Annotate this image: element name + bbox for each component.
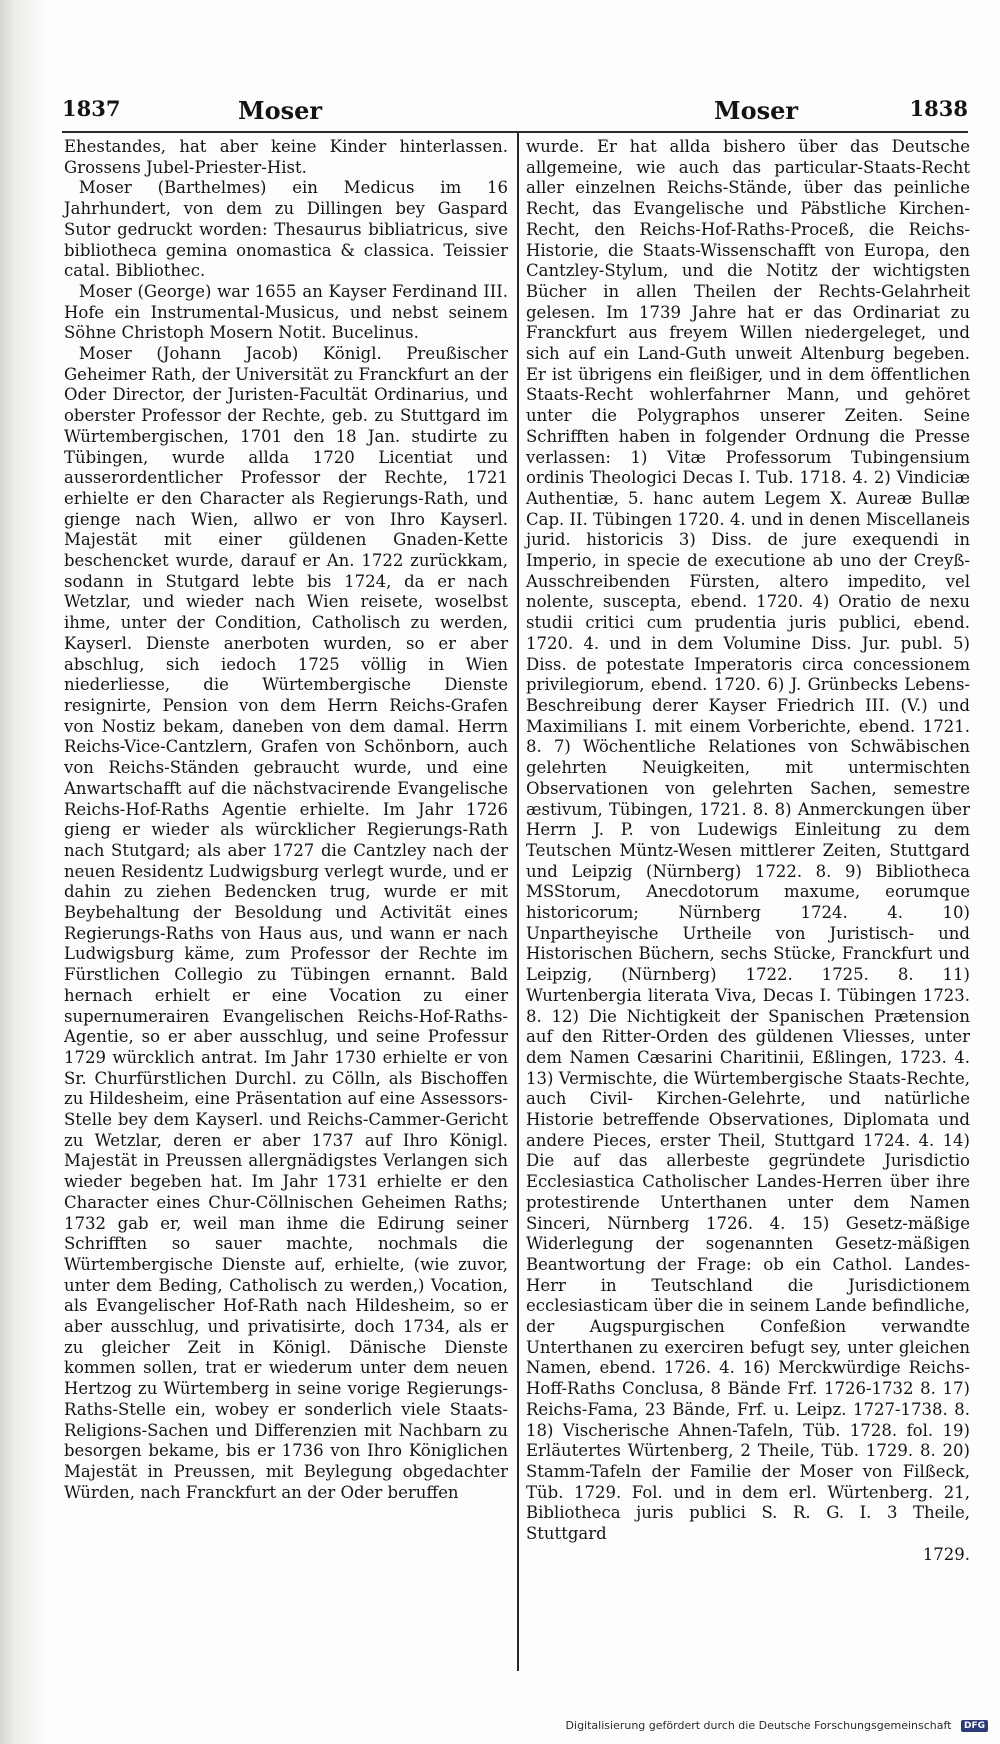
- entry-continuation: Ehestandes, hat aber keine Kinder hinterlassen. Grossens Jubel-Priester-Hist.: [64, 137, 508, 177]
- right-running-headword: Moser: [714, 96, 798, 125]
- header-rule: [62, 131, 968, 133]
- entry-moser-johann-jacob-continued: wurde. Er hat allda bishero über das Deutsche allgemeine, wie auch das particular-Staats-Recht aller einzelnen Reichs-Stände, über das peinliche Recht, das Evangelische und Päbstliche Kirchen-Recht, den Reichs-Hof-Raths-Proceß, die Reichs-Historie, die Staats-Wissenschafft von Europa, den Cantzley-Stylum, und die Notitz der wichtigsten Bücher in allen Theilen der Rechts-Gelahrheit gelesen. Im 1739 Jahre hat er das Ordinariat zu Franckfurt aus freyem Willen niedergeleget, und sich auf ein Land-Guth unweit Altenburg begeben. Er ist übrigens ein fleißiger, und in dem öffentlichen Staats-Recht wohlerfahrner Mann, und gehöret unter die Polygraphos unserer Zeiten. Seine Schrifften haben in folgender Ordnung die Presse verlassen: 1) Vitæ Professorum Tubingensium ordinis Theologici Decas I. Tub. 1718. 4. 2) Vindiciæ Authentiæ, 5. hanc autem Legem X. Aureæ Bullæ Cap. II. Tübingen 1720. 4. und in denen Miscellaneis jurid. historicis 3) Diss. de jure exequendi in Imperio, in specie de executione ab uno der Creyß-Ausschreibenden Fürsten, altero impedito, vel nolente, suscepta, ebend. 1720. 4) Oratio de nexu studii critici cum prudentia juris publici, ebend. 1720. 4. und in dem Volumine Diss. Jur. publ. 5) Diss. de potestate Imperatoris circa concessionem privilegiorum, ebend. 1720. 6) J. Grünbecks Lebens-Beschreibung derer Kayser Friedrich III. (V.) und Maximilians I. mit einem Vorberichte, ebend. 1721. 8. 7) Wöchentliche Relationes von Schwäbischen gelehrten Neuigkeiten, mit untermischten Observationen von gelehrten Sachen, semestre æstivum, Tübingen, 1721. 8. 8) Anmerckungen über Herrn J. P. von Ludewigs Einleitung zu dem Teutschen Müntz-Wesen mittlerer Zeiten, Stuttgard und Leipzig (Nürnberg) 1722. 8. 9) Bibliotheca MSStorum, Anecdotorum maxume, eorumque historicorum; Nürnberg 1724. 4. 10) Unpartheyische Urtheile von Juristisch- und Historischen Büchern, sechs Stücke, Franckfurt und Leipzig, (Nürnberg) 1722. 1725. 8. 11) Wurtenbergia literata Viva, Decas I. Tübingen 1723. 8. 12) Die Nichtigkeit der Spanischen Prætension auf den Ritter-Orden des güldenen Vliesses, unter dem Namen Cæsarini Charitinii, Eßlingen, 1723. 4. 13) Vermischte, die Würtembergische Staats-Rechte, auch Civil- Kirchen-Gelehrte, und natürliche Historie betreffende Observationes, Diplomata und andere Pieces, erster Theil, Stuttgard 1724. 4. 14) Die auf das allerbeste gegründete Jurisdictio Ecclesiastica Catholischer Landes-Herren über ihre protestirende Unterthanen unter dem Namen Sinceri, Nürnberg 1726. 4. 15) Gesetz-mäßige Widerlegung der sogenannten Gesetz-mäßigen Beantwortung der Frage: ob ein Cathol. Landes-Herr in Teutschland die Jurisdictionem ecclesiasticam über die in seinem Lande befindliche, der Augspurgischen Confeßion verwandte Unterthanen zu exerciren befugt sey, unter gleichen Namen, ebend. 1726. 4. 16) Merckwürdige Reichs-Hoff-Raths Conclusa, 8 Bände Frf. 1726-1732 8. 17) Reichs-Fama, 23 Bände, Frf. u. Leipz. 1727-1738. 8. 18) Vischerische Ahnen-Tafeln, Tüb. 1728. fol. 19) Erläutertes Würtenberg, 2 Theile, Tüb. 1729. 8. 20) Stamm-Tafeln der Familie der Moser von Filßeck, Tüb. 1729. Fol. und in dem erl. Würtenberg. 21, Bibliotheca juris publici S. R. G. I. 3 Theile, Stuttgard: [526, 137, 970, 1544]
- entry-moser-barthelmes: Moser (Barthelmes) ein Medicus im 16 Jahrhundert, von dem zu Dillingen bey Gaspard Sutor gedruckt worden: Thesaurus bibliatricus, sive bibliotheca gemina onomastica & classica. Teissier catal. Bibliothec.: [64, 178, 508, 281]
- page-header: [62, 92, 968, 128]
- dfg-logo: DFG: [961, 1720, 988, 1732]
- entry-moser-johann-jacob: Moser (Johann Jacob) Königl. Preußischer Geheimer Rath, der Universität zu Franckfurt an der Oder Director, der Juristen-Facultät Ordinarius, und oberster Professor der Rechte, geb. zu Stuttgard im Würtembergischen, 1701 den 18 Jan. studirte zu Tübingen, wurde allda 1720 Licentiat und ausserordentlicher Professor der Rechte, 1721 erhielte er den Character als Regierungs-Rath, und gienge nach Wien, allwo er von Ihro Kayserl. Majestät mit einer güldenen Gnaden-Kette beschencket wurde, darauf er An. 1722 zurückkam, sodann in Stutgard lebte bis 1724, da er nach Wetzlar, und wieder nach Wien reisete, woselbst ihme, unter der Condition, Catholisch zu werden, Kayserl. Dienste anerboten wurden, so er aber abschlug, sich iedoch 1725 völlig in Wien niederliesse, die Würtembergische Dienste resignirte, Pension von dem Herrn Reichs-Grafen von Nostiz bekam, daneben von dem damal. Herrn Reichs-Vice-Cantzlern, Grafen von Schönborn, auch von Reichs-Ständen gebraucht wurde, und eine Anwartschafft auf die nächstvacirende Evangelische Reichs-Hof-Raths Agentie erhielte. Im Jahr 1726 gieng er wieder als würcklicher Regierungs-Rath nach Stutgard; als aber 1727 die Cantzley nach der neuen Residentz Ludwigsburg verlegt wurde, und er dahin zu ziehen Bedencken trug, wurde er mit Beybehaltung der Besoldung und Activität eines Regierungs-Raths von Haus aus, und wann er nach Ludwigsburg käme, zum Professor der Rechte im Fürstlichen Collegio zu Tübingen ernannt. Bald hernach erhielt er eine Vocation zu einer supernumerairen Evangelischen Reichs-Hof-Raths-Agentie, so er aber ausschlug, und seine Professur 1729 würcklich antrat. Im Jahr 1730 erhielte er von Sr. Churfürstlichen Durchl. zu Cölln, als Bischoffen zu Hildesheim, eine Präsentation auf eine Assessors-Stelle bey dem Kayserl. und Reichs-Cammer-Gericht zu Wetzlar, deren er aber 1737 auf Ihro Königl. Majestät in Preussen allergnädigstes Verlangen sich wieder begeben hat. Im Jahr 1731 erhielte er den Character eines Chur-Cöllnischen Geheimen Raths; 1732 gab er, weil man ihme die Edirung seiner Schrifften so sauer machte, nochmals die Würtembergische Dienste auf, erhielte, (wie zuvor, unter dem Beding, Catholisch zu werden,) Vocation, als Evangelischer Hof-Rath nach Hildesheim, so er aber ausschlug, und privatisirte, doch 1734, als er zu gleicher Zeit in Königl. Dänische Dienste kommen sollen, trat er wiederum unter dem neuen Hertzog zu Würtemberg in seine vorige Regierungs-Raths-Stelle ein, wobey er sonderlich viele Staats-Religions-Sachen und Differenzien mit Nachbarn zu besorgen bekame, bis er 1736 von Ihro Königlichen Majestät in Preussen, mit Beylegung obgedachter Würden, nach Franckfurt an der Oder beruffen: [64, 344, 508, 1502]
- digitization-credit: [566, 1719, 988, 1732]
- right-column: [526, 137, 970, 1566]
- left-running-headword: Moser: [238, 96, 322, 125]
- left-page-number: 1837: [62, 96, 121, 121]
- scan-edge-shadow: [0, 0, 50, 1744]
- entry-moser-george: Moser (George) war 1655 an Kayser Ferdinand III. Hofe ein Instrumental-Musicus, und nebst seinem Söhne Christoph Mosern Notit. Bucelinus.: [64, 281, 508, 343]
- left-column: [64, 137, 508, 1503]
- right-page-number: 1838: [909, 96, 968, 121]
- credit-text: Digitalisierung gefördert durch die Deutsche Forschungsgemeinschaft: [565, 1719, 952, 1732]
- entry-last-line: 1729.: [922, 1544, 970, 1564]
- column-divider: [517, 133, 519, 1671]
